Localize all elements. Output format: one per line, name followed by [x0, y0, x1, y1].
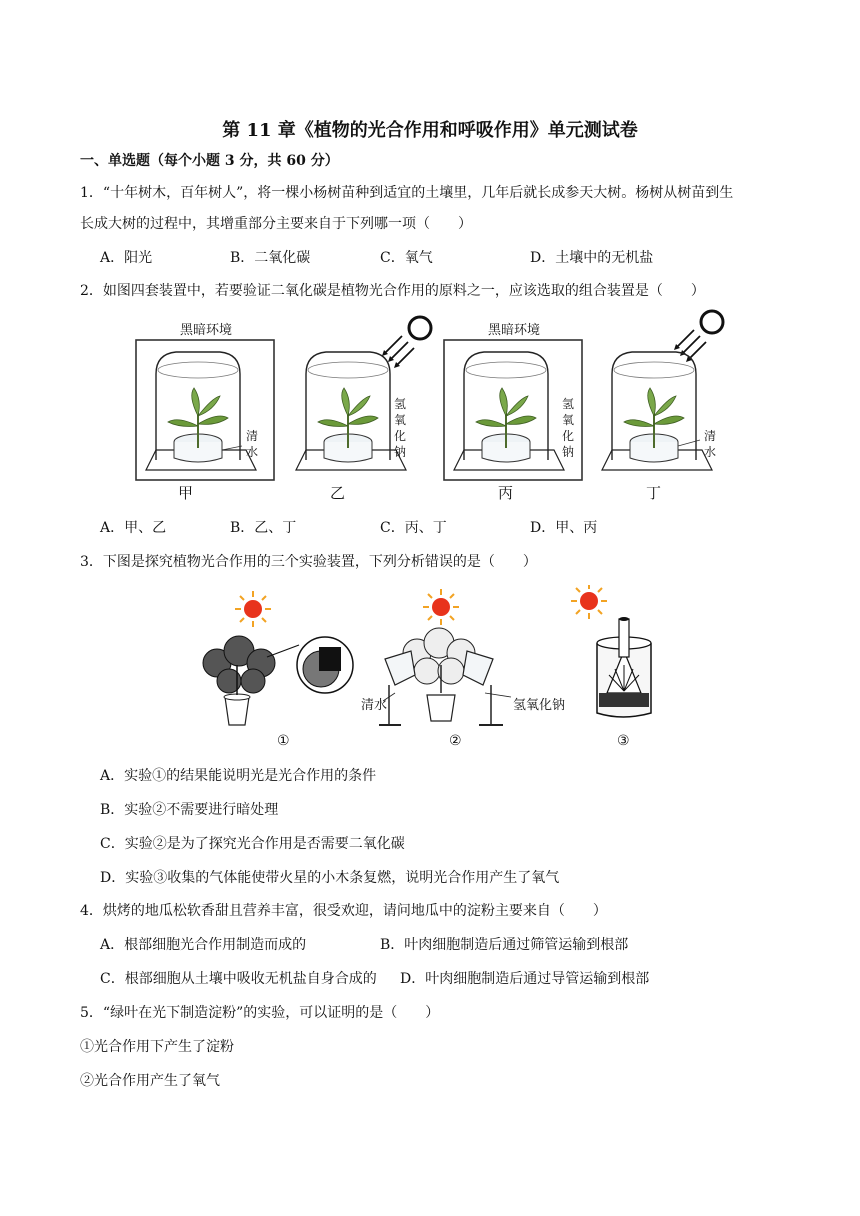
- naoh-label-bing-2: 氧: [562, 413, 575, 427]
- experiment-number-1: ①: [277, 733, 290, 749]
- q3-water-label: 清水: [361, 698, 388, 713]
- water-label-ding-2: 水: [704, 445, 717, 459]
- q2-option-d: D．甲、丙: [530, 520, 598, 536]
- leaf-closeup: [297, 637, 353, 693]
- experiment-number-3: ③: [617, 733, 630, 749]
- section-heading: 一、单选题（每个小题 3 分，共 60 分）: [80, 153, 339, 169]
- q3-option-b: B．实验②不需要进行暗处理: [100, 802, 279, 818]
- page-title: 第 11 章《植物的光合作用和呼吸作用》单元测试卷: [222, 120, 638, 141]
- naoh-label-yi-1: 氢: [394, 397, 407, 411]
- setup-label-jia: 甲: [178, 484, 194, 502]
- q2-figure: [130, 308, 730, 508]
- q3-option-d: D．实验③收集的气体能使带火星的小木条复燃，说明光合作用产生了氧气: [100, 870, 560, 886]
- setup-yi-jar: [296, 352, 406, 470]
- q3-option-c: C．实验②是为了探究光合作用是否需要二氧化碳: [100, 836, 405, 852]
- q5-stem: 5．“绿叶在光下制造淀粉”的实验，可以证明的是（ ）: [80, 1005, 440, 1021]
- sun-icon: [382, 317, 431, 368]
- q1-option-a: A．阳光: [100, 250, 153, 266]
- q1-stem-line1: 1．“十年树木，百年树人”，将一棵小杨树苗种到适宜的土壤里，几年后就长成参天大树。杨树从树苗到生: [80, 185, 734, 201]
- q2-option-a: A．甲、乙: [100, 520, 167, 536]
- water-label-ding-1: 清: [704, 429, 717, 443]
- dark-label-2: 黑暗环境: [488, 323, 541, 338]
- naoh-label-bing-3: 化: [562, 429, 575, 443]
- naoh-label-yi-2: 氧: [394, 413, 407, 427]
- setup-label-yi: 乙: [330, 484, 346, 502]
- dark-label-1: 黑暗环境: [180, 323, 233, 338]
- naoh-label-bing-4: 钠: [562, 445, 575, 459]
- q4-option-a: A．根部细胞光合作用制造而成的: [100, 937, 307, 953]
- q1-option-c: C．氧气: [380, 250, 433, 266]
- q5-item-1: ①光合作用下产生了淀粉: [80, 1039, 234, 1055]
- water-label-jia-2: 水: [246, 445, 259, 459]
- potted-plant-1: [203, 636, 299, 725]
- q1-option-d: D．土壤中的无机盐: [530, 250, 654, 266]
- q1-option-b: B．二氧化碳: [230, 250, 311, 266]
- q2-option-b: B．乙、丁: [230, 520, 297, 536]
- sun-icon: [674, 311, 723, 362]
- setup-jia-jar: [146, 352, 259, 470]
- q4-option-d: D．叶肉细胞制造后通过导管运输到根部: [400, 971, 650, 987]
- sun-icon: [571, 585, 607, 619]
- q2-stem: 2．如图四套装置中，若要验证二氧化碳是植物光合作用的原料之一，应该选取的组合装置是（ ）: [80, 283, 705, 299]
- q4-stem: 4．烘烤的地瓜松软香甜且营养丰富，很受欢迎，请问地瓜中的淀粉主要来自（ ）: [80, 903, 607, 919]
- naoh-label-yi-4: 钠: [394, 445, 407, 459]
- q3-naoh-label: 氢氧化钠: [513, 698, 566, 713]
- q4-option-c: C．根部细胞从土壤中吸收无机盐自身合成的: [100, 971, 377, 987]
- experiment-number-2: ②: [449, 733, 462, 749]
- sun-icon: [423, 589, 459, 625]
- water-label-jia-1: 清: [246, 429, 259, 443]
- q2-option-c: C．丙、丁: [380, 520, 447, 536]
- plant-with-flasks: [379, 628, 511, 725]
- q3-figure: [195, 585, 665, 750]
- q3-stem: 3．下图是探究植物光合作用的三个实验装置，下列分析错误的是（ ）: [80, 554, 537, 570]
- q5-item-2: ②光合作用产生了氧气: [80, 1073, 220, 1089]
- setup-ding-jar: [602, 352, 712, 470]
- sun-icon: [235, 591, 271, 627]
- setup-label-bing: 丙: [498, 484, 514, 502]
- aquatic-plant-beaker: [597, 617, 651, 717]
- q3-option-a: A．实验①的结果能说明光是光合作用的条件: [100, 768, 377, 784]
- setup-bing-jar: [454, 352, 564, 470]
- q1-stem-line2: 长成大树的过程中，其增重部分主要来自于下列哪一项（ ）: [80, 216, 472, 232]
- setup-label-ding: 丁: [646, 484, 662, 502]
- naoh-label-yi-3: 化: [394, 429, 407, 443]
- q4-option-b: B．叶肉细胞制造后通过筛管运输到根部: [380, 937, 629, 953]
- naoh-label-bing-1: 氢: [562, 397, 575, 411]
